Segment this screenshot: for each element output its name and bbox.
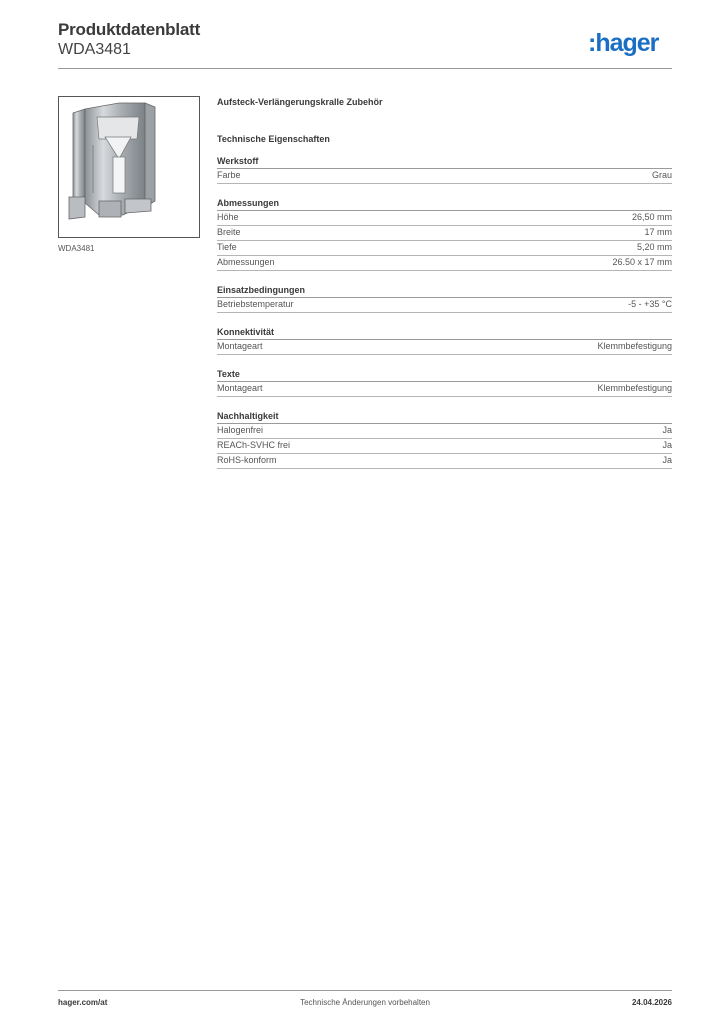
property-label: Halogenfrei	[217, 425, 264, 435]
property-label: REACh-SVHC frei	[217, 440, 291, 450]
footer-divider	[58, 990, 672, 991]
property-label: Farbe	[217, 170, 241, 180]
property-row	[217, 298, 672, 313]
product-description: Aufsteck-Verlängerungskralle Zubehör	[217, 97, 383, 107]
property-sections	[217, 155, 672, 469]
property-row	[217, 241, 672, 256]
property-label: Abmessungen	[217, 257, 275, 267]
logo-text: :hager	[588, 29, 659, 57]
property-value: 5,20 mm	[636, 242, 672, 252]
property-value: Ja	[662, 440, 672, 450]
property-section	[217, 197, 672, 271]
property-value: Klemmbefestigung	[597, 341, 672, 351]
property-row	[217, 226, 672, 241]
section-title: Nachhaltigkeit	[217, 410, 672, 424]
section-title: Texte	[217, 368, 672, 382]
section-title: Werkstoff	[217, 155, 672, 169]
section-title: Abmessungen	[217, 197, 672, 211]
property-label: Montageart	[217, 383, 263, 393]
property-label: Tiefe	[217, 242, 237, 252]
product-details	[217, 96, 672, 482]
property-value: Klemmbefestigung	[597, 383, 672, 393]
property-value: 26.50 x 17 mm	[612, 257, 672, 267]
clamp-illustration	[59, 97, 199, 237]
hager-logo	[588, 28, 672, 58]
property-value: Ja	[662, 455, 672, 465]
property-row	[217, 340, 672, 355]
property-row	[217, 454, 672, 469]
page-header	[58, 20, 672, 60]
page-title: Produktdatenblatt	[58, 20, 201, 39]
property-value: Ja	[662, 425, 672, 435]
property-row	[217, 169, 672, 184]
property-section	[217, 155, 672, 184]
property-label: Höhe	[217, 212, 239, 222]
product-image	[58, 96, 200, 238]
property-row	[217, 439, 672, 454]
section-title: Einsatzbedingungen	[217, 284, 672, 298]
image-caption: WDA3481	[58, 244, 95, 253]
header-divider	[58, 68, 672, 69]
property-section	[217, 284, 672, 313]
property-section	[217, 368, 672, 397]
property-value: Grau	[651, 170, 672, 180]
product-code: WDA3481	[58, 41, 131, 58]
property-row	[217, 211, 672, 226]
technical-properties-heading: Technische Eigenschaften	[217, 134, 330, 144]
property-row	[217, 256, 672, 271]
footer-website: hager.com/at	[58, 998, 108, 1007]
property-row	[217, 382, 672, 397]
footer-disclaimer: Technische Änderungen vorbehalten	[300, 998, 430, 1007]
property-value: 17 mm	[644, 227, 672, 237]
property-value: 26,50 mm	[631, 212, 672, 222]
property-section	[217, 326, 672, 355]
property-label: Montageart	[217, 341, 263, 351]
property-label: Betriebstemperatur	[217, 299, 294, 309]
property-row	[217, 424, 672, 439]
section-title: Konnektivität	[217, 326, 672, 340]
footer-date: 24.04.2026	[631, 998, 672, 1007]
property-label: RoHS-konform	[217, 455, 277, 465]
property-label: Breite	[217, 227, 241, 237]
property-section	[217, 410, 672, 469]
property-value: -5 - +35 °C	[628, 299, 672, 309]
